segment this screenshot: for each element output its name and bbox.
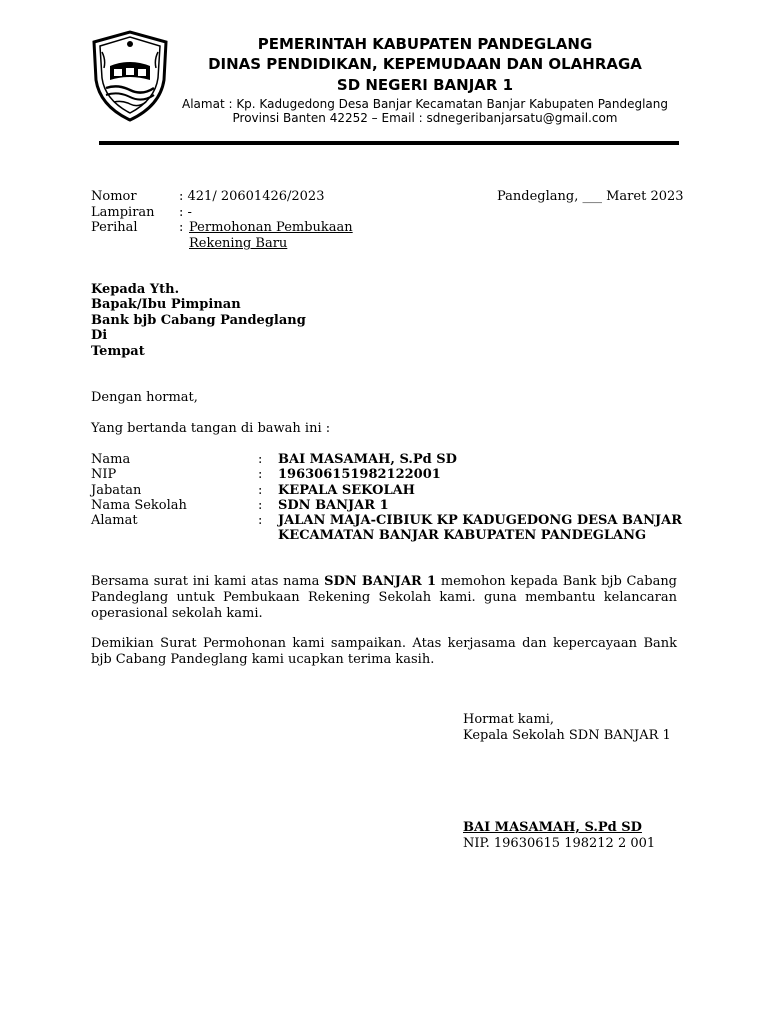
- signatory-position: Kepala Sekolah SDN BANJAR 1: [463, 728, 671, 743]
- closing-salutation: Hormat kami,: [463, 712, 555, 727]
- signatory-name: BAI MASAMAH, S.Pd SD: [463, 820, 642, 835]
- identity-colon: :: [258, 452, 263, 467]
- recipient-line: Kepada Yth.: [91, 282, 180, 297]
- identity-label: Jabatan: [91, 483, 142, 498]
- identity-colon: :: [258, 498, 263, 513]
- school-title: SD NEGERI BANJAR 1: [336, 76, 514, 94]
- letter-date: Pandeglang, ___ Maret 2023: [497, 189, 684, 204]
- identity-colon: :: [258, 467, 263, 482]
- lampiran-value: : -: [179, 205, 192, 220]
- recipient-line: Tempat: [91, 344, 145, 359]
- recipient-line: Bapak/Ibu Pimpinan: [91, 297, 241, 312]
- nomor-value: : 421/ 20601426/2023: [179, 189, 325, 204]
- signatory-nip: NIP. 19630615 198212 2 001: [463, 836, 656, 851]
- identity-value: BAI MASAMAH, S.Pd SD: [278, 452, 457, 467]
- identity-colon: :: [258, 483, 263, 498]
- identity-label: Alamat: [91, 513, 138, 528]
- greeting: Dengan hormat,: [91, 390, 198, 405]
- identity-value: SDN BANJAR 1: [278, 498, 389, 513]
- intro-line: Yang bertanda tangan di bawah ini :: [91, 421, 331, 436]
- body-paragraph-2: Demikian Surat Permohonan kami sampaikan. Atas kerjasama dan kepercayaan Bank bjb Cabang Pandeglang kami ucapkan terima kasih.: [91, 636, 677, 667]
- identity-value: 196306151982122001: [278, 467, 441, 482]
- body-text: memohon kepada Bank bjb Cabang Pandeglang untuk Pembukaan Rekening Sekolah kami. guna membantu kelancaran operasional sekolah kami.: [91, 574, 678, 621]
- perihal-value-line1: Permohonan Pembukaan: [189, 220, 353, 235]
- identity-value: KEPALA SEKOLAH: [278, 483, 415, 498]
- identity-label: Nama Sekolah: [91, 498, 187, 513]
- address-line-2: Provinsi Banten 42252 – Email : sdnegeribanjarsatu@gmail.com: [232, 111, 618, 125]
- recipient-line: Di: [91, 328, 108, 343]
- identity-label: Nama: [91, 452, 131, 467]
- body-paragraph-1: [91, 574, 677, 622]
- perihal-label: Perihal: [91, 220, 138, 235]
- identity-label: NIP: [91, 467, 117, 482]
- nomor-label: Nomor: [91, 189, 137, 204]
- perihal-value-line2: Rekening Baru: [189, 236, 288, 251]
- department-title: DINAS PENDIDIKAN, KEPEMUDAAN DAN OLAHRAGA: [208, 55, 642, 73]
- body-text: Bersama surat ini kami atas nama: [91, 574, 325, 589]
- identity-address-continued: KECAMATAN BANJAR KABUPATEN PANDEGLANG: [278, 528, 647, 543]
- perihal-colon: :: [179, 220, 184, 235]
- identity-value: JALAN MAJA-CIBIUK KP KADUGEDONG DESA BANJAR: [278, 513, 683, 528]
- lampiran-label: Lampiran: [91, 205, 155, 220]
- agency-title: PEMERINTAH KABUPATEN PANDEGLANG: [257, 35, 593, 53]
- letterhead-divider: [99, 141, 679, 145]
- recipient-line: Bank bjb Cabang Pandeglang: [91, 313, 306, 328]
- school-name-inline: SDN BANJAR 1: [324, 574, 437, 589]
- identity-colon: :: [258, 513, 263, 528]
- address-line-1: Alamat : Kp. Kadugedong Desa Banjar Kecamatan Banjar Kabupaten Pandeglang: [182, 97, 668, 111]
